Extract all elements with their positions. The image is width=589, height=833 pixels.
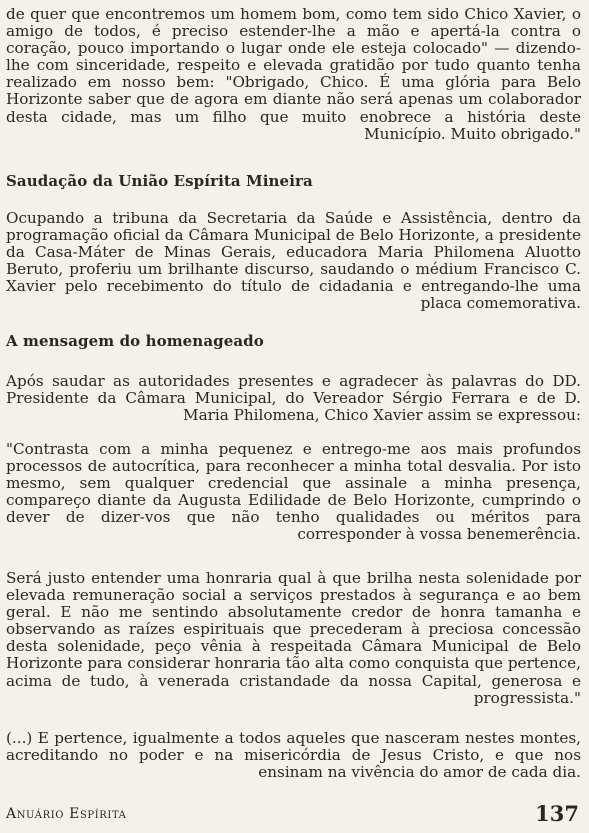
section-heading-mensagem: A mensagem do homenageado <box>6 332 264 350</box>
paragraph-quote-part1: "Contrasta com a minha pequenez e entrego-me aos mais profundos processos de autocrítica, para reconhecer a minha total desvalia. Por isto mesmo, sem qualquer credencial que assinale a minha presença, compareço diante da Augusta Edilidade de Belo Horizonte, cumprindo o dever de dizer-vos que não tenho qualidades ou méritos para corresponder à vossa benemerência. <box>6 440 581 544</box>
paragraph-quote-part3: (...) E pertence, igualmente a todos aqueles que nasceram nestes montes, acreditando no poder e na misericórdia de Jesus Cristo, e que nos ensinam na vivência do amor de cada dia. <box>6 729 581 782</box>
footer-publication-title: Anuário Espírita <box>6 806 127 822</box>
paragraph-quote-part2: Será justo entender uma honraria qual à que brilha nesta solenidade por elevada remuneração social a serviços prestados à segurança e ao bem geral. E não me sentindo absolutamente credor de honra tamanha e observando as raízes espirituais que precederam à preciosa concessão desta solenidade, peço vênia à respeitada Câmara Municipal de Belo Horizonte para considerar honraria tão alta como conquista que pertence, acima de tudo, à venerada cristandade da nossa Capital, generosa e progressista." <box>6 569 581 707</box>
paragraph-speech-ending: de quer que encontremos um homem bom, como tem sido Chico Xavier, o amigo de todos, é preciso estender-lhe a mão e apertá-la contra o coração, pouco importando o lugar onde ele esteja colocado" — dizendo-lhe com sinceridade, respeito e elevada gratidão por tudo quanto tenha realizado em nosso bem: "Obrigado, Chico. É uma glória para Belo Horizonte saber que de agora em diante não será apenas um colaborador desta cidade, mas um filho que muito enobrece a história deste Município. Muito obrigado." <box>6 5 581 143</box>
paragraph-intro-chico: Após saudar as autoridades presentes e agradecer às palavras do DD. Presidente da Câmara Municipal, do Vereador Sérgio Ferrara e de D. Maria Philomena, Chico Xavier assim se expressou: <box>6 372 581 425</box>
section-heading-uniao-espirita: Saudação da União Espírita Mineira <box>6 172 313 190</box>
page-number: 137 <box>535 801 579 826</box>
paragraph-uniao-espirita: Ocupando a tribuna da Secretaria da Saúde e Assistência, dentro da programação oficial da Câmara Municipal de Belo Horizonte, a presidente da Casa-Máter de Minas Gerais, educadora Maria Philomena Aluotto Beruto, proferiu um brilhante discurso, saudando o médium Francisco C. Xavier pelo recebimento do título de cidadania e entregando-lhe uma placa comemorativa. <box>6 209 581 313</box>
